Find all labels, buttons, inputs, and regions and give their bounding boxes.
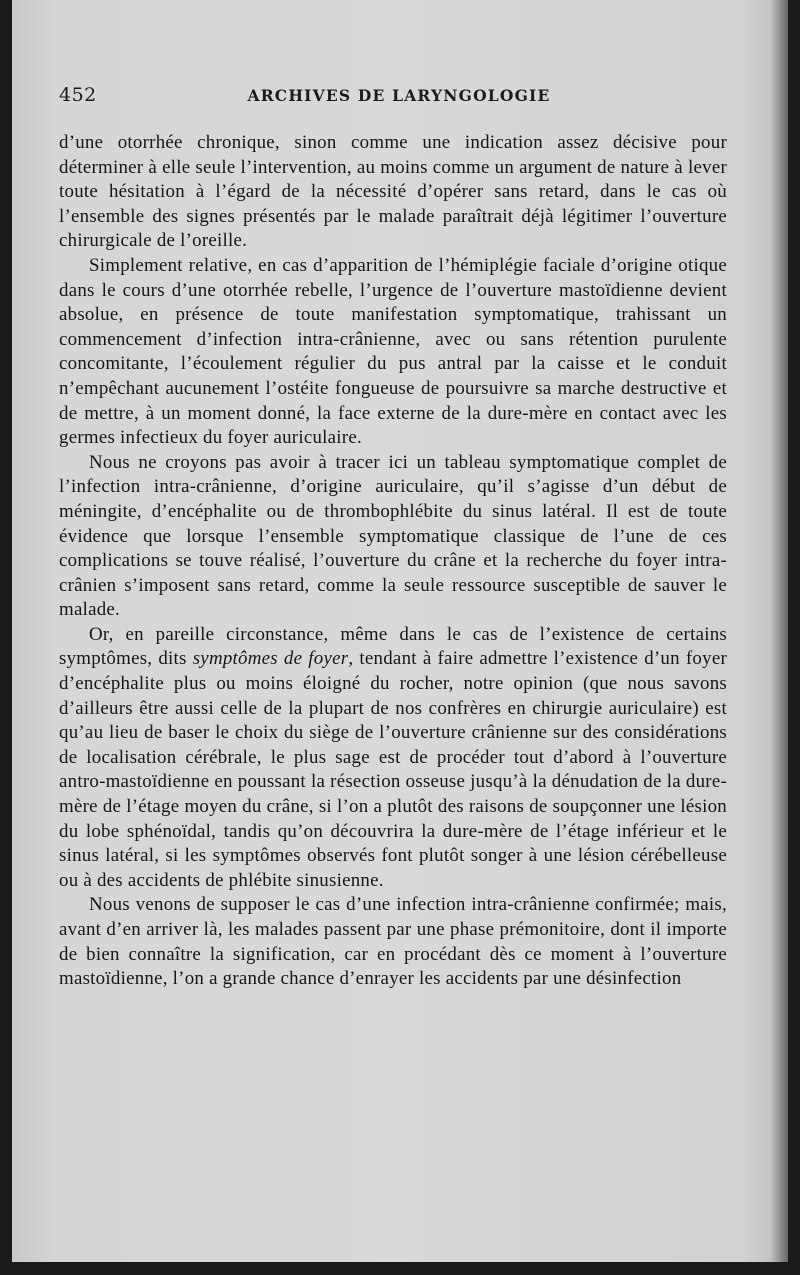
journal-title: ARCHIVES DE LARYNGOLOGIE — [247, 86, 551, 105]
paragraph-4 — [59, 623, 727, 894]
paragraph-1: d’une otorrhée chronique, sinon comme une indication assez décisive pour déterminer à elle seule l’intervention, au moins comme un argument de nature à lever toute hésitation à l’égard de la nécessité d’opérer sans retard, dans le cas où l’ensemble des signes présentés par le malade paraîtrait déjà légitimer l’ouverture chirurgicale de l’oreille. — [59, 132, 727, 252]
paragraph-4-italic-term: symptômes de foyer — [192, 648, 349, 670]
paragraph-4-text-before: Or, en pareille circonstance, même dans le cas de l’existence de certains symptômes, dits — [59, 623, 727, 670]
paragraph-2: Simplement relative, en cas d’apparition de l’hémiplégie faciale d’origine otique dans le cours d’une otorrhée rebelle, l’urgence de l’ouverture mastoïdienne devient absolue, en présence de toute manifestation symptomatique, trahissant un commencement d’infection intra-crânienne, avec ou sans rétention purulente concomitante, l’écoulement régulier du pus antral par la caisse et le conduit n’empêchant aucunement l’ostéite fongueuse de poursuivre sa marche destructive et de mettre, à un moment donné, la face externe de la dure-mère en contact avec les germes infectieux du foyer auriculaire. — [59, 254, 727, 449]
binding-shadow — [770, 0, 788, 1262]
paragraph-5: Nous venons de supposer le cas d’une infection intra-crânienne confirmée; mais, avant d’en arriver là, les malades passent par une phase prémonitoire, dont il importe de bien connaître la signification, car en procédant dès ce moment à l’ouverture mastoïdienne, l’on a grande chance d’enrayer les accidents par une désinfection — [59, 894, 727, 990]
body-text — [59, 131, 727, 992]
paragraph-3: Nous ne croyons pas avoir à tracer ici un tableau symptomatique complet de l’infection intra-crânienne, d’origine auriculaire, qu’il s’agisse d’un début de méningite, d’encéphalite ou de thrombophlébite du sinus latéral. Il est de toute évidence que lorsque l’ensemble symptomatique classique de l’une de ces complications se touve réalisé, l’ouverture du crâne et la recherche du foyer intra-crânien s’imposent sans retard, comme la seule ressource susceptible de sauver le malade. — [59, 451, 727, 621]
paragraph-4-text-after: , tendant à faire admettre l’existence d’un foyer d’encéphalite plus ou moins éloigné du rocher, notre opinion (que nous savons d’ailleurs être aussi celle de la plupart de nos confrères en chirurgie auriculaire) est qu’au lieu de baser le choix du siège de l’ouverture crânienne sur des considérations de localisation cérébrale, le plus sage est de procéder tout d’abord à l’ouverture antro-mastoïdienne en poussant la résection osseuse jusqu’à la dénudation de la dure-mère de l’étage moyen du crâne, si l’on a plutôt des raisons de soupçonner une lésion du lobe sphénoïdal, tandis qu’on découvrira la dure-mère de l’étage inférieur et le sinus latéral, si les symptômes observés font plutôt songer à une lésion cérébelleuse ou à des accidents de phlébite sinusienne. — [59, 648, 727, 891]
page-number: 452 — [59, 84, 97, 106]
running-header — [59, 84, 739, 110]
